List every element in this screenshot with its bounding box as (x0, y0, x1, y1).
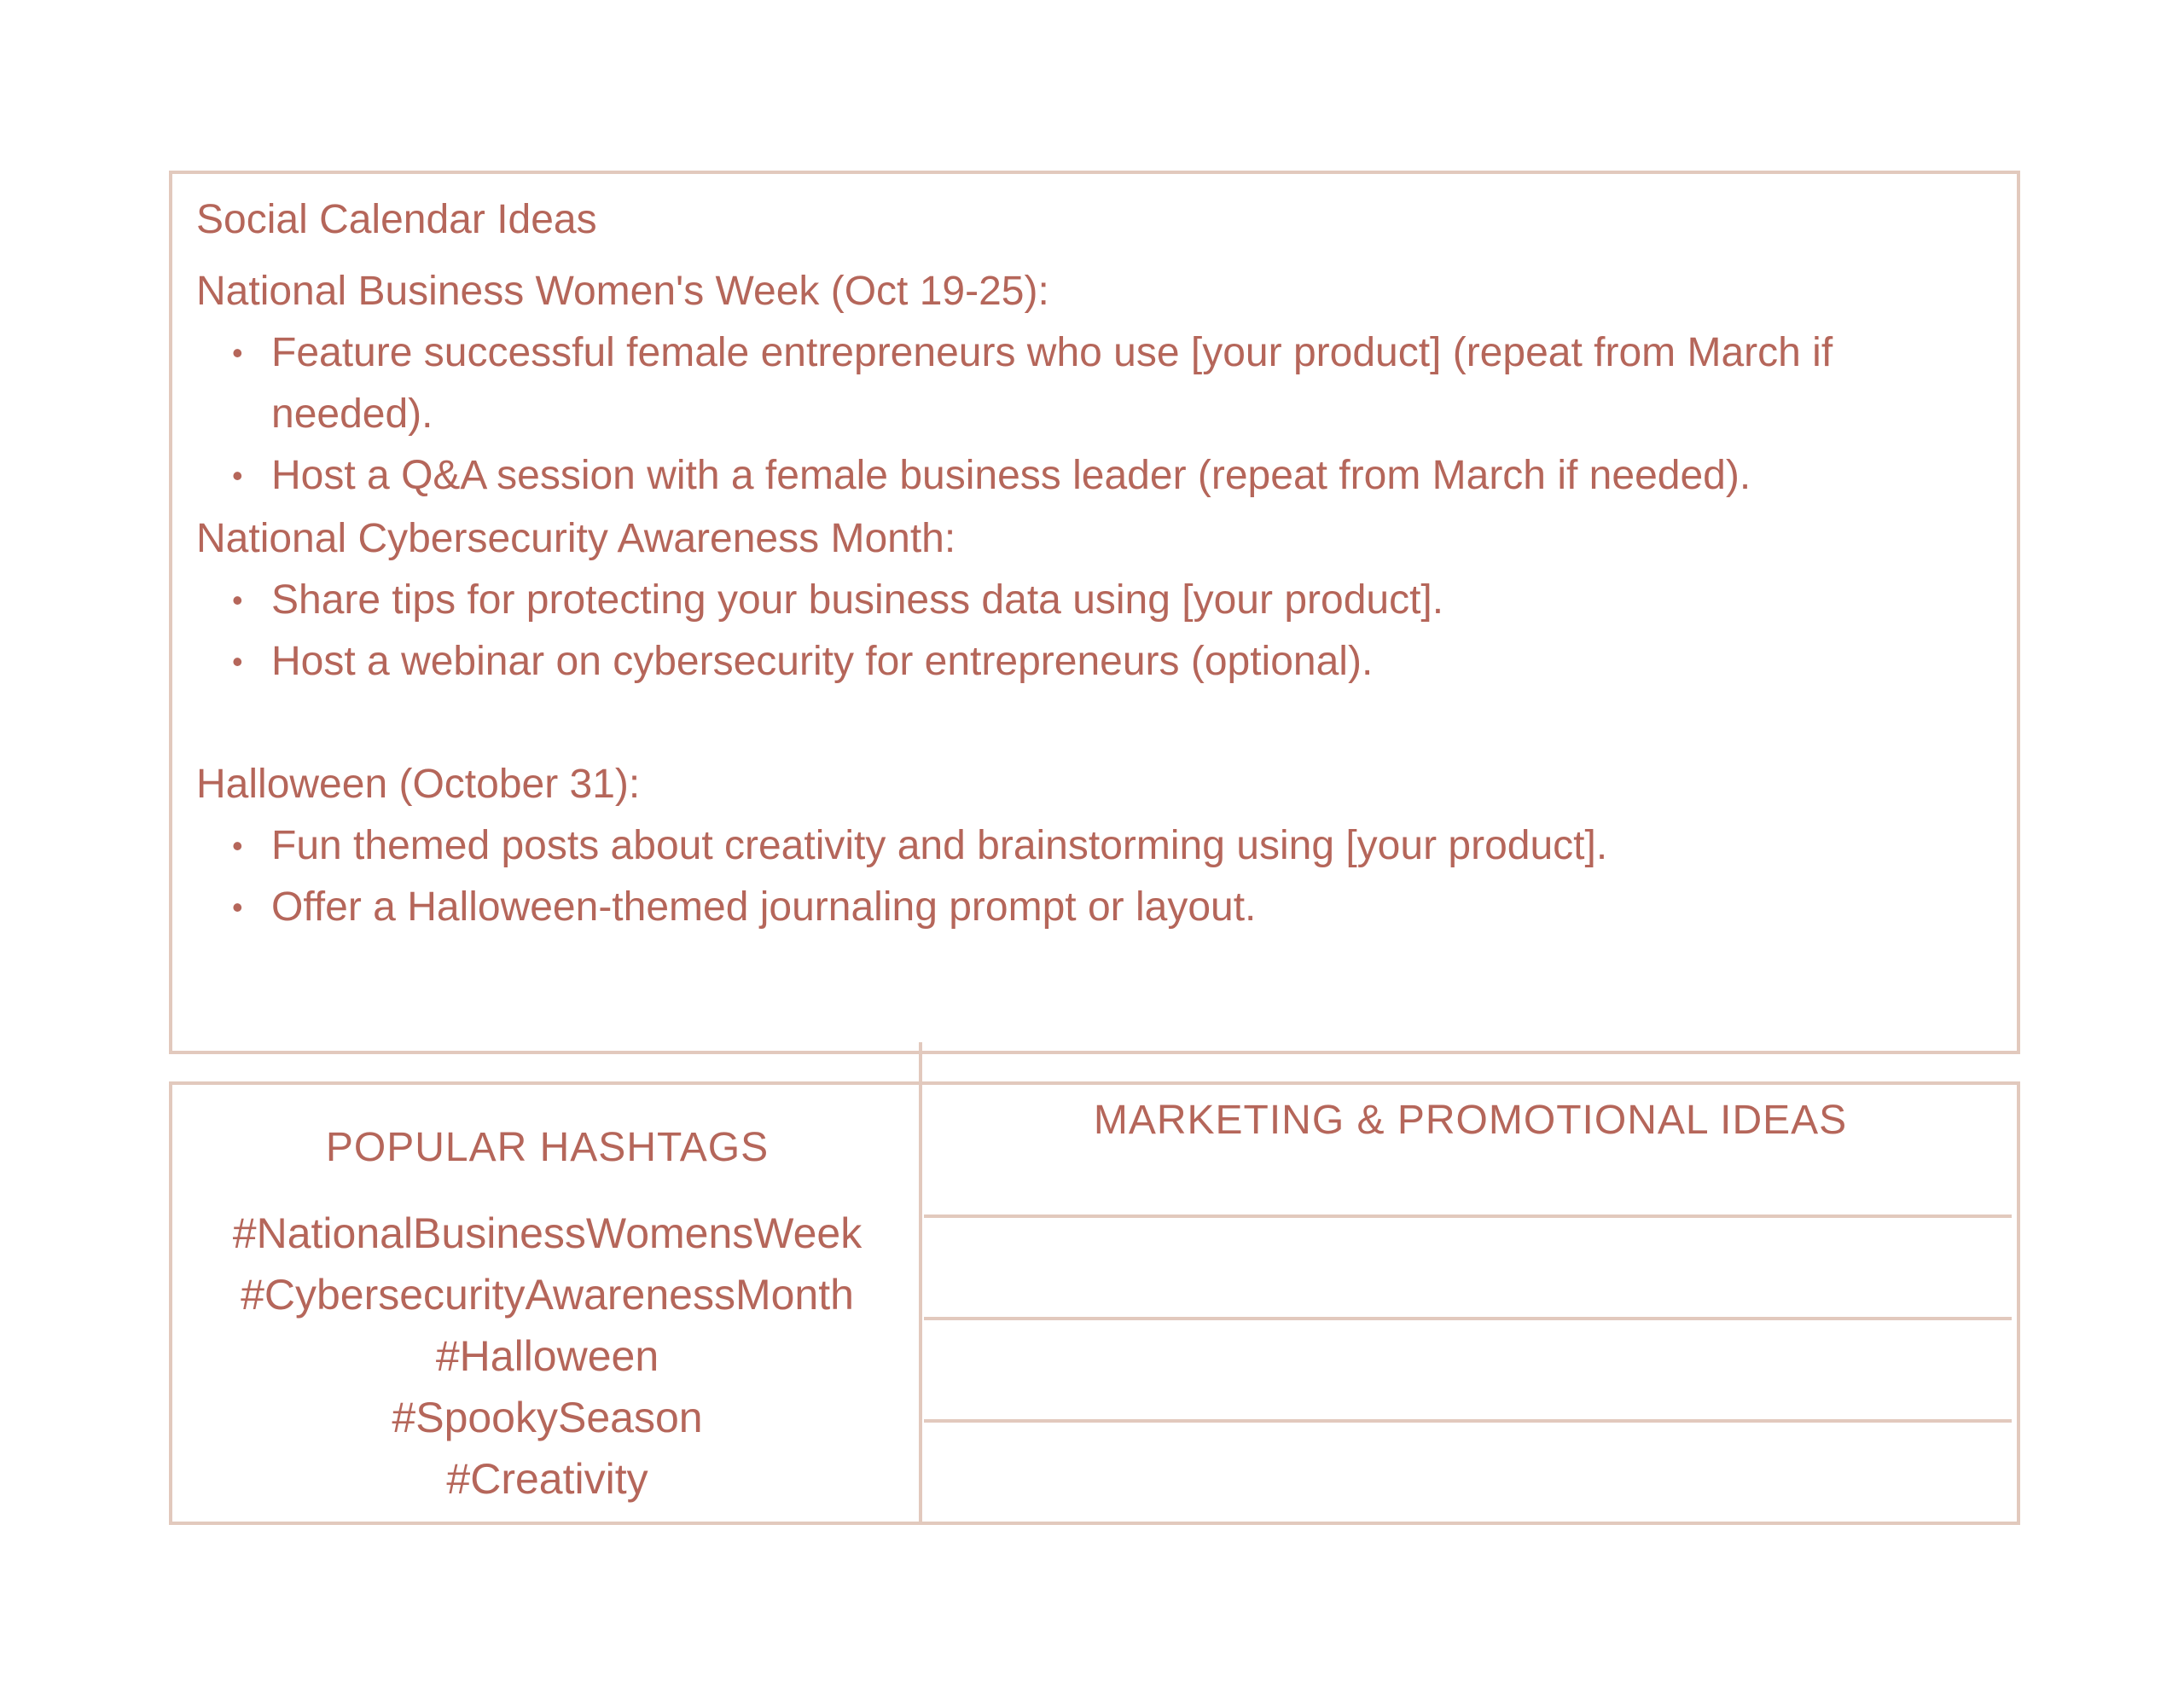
event-bullets (196, 815, 2005, 938)
event-title: National Cybersecurity Awareness Month: (196, 516, 956, 561)
bullet-dot-icon: • (232, 644, 243, 679)
bottom-table (169, 1081, 2020, 1525)
bullet-text: Fun themed posts about creativity and brainstorming using [your product]. (271, 823, 1608, 868)
hashtag-item: #SpookySeason (392, 1394, 703, 1441)
event-bullets (196, 570, 2005, 693)
bullet-item (196, 631, 2005, 693)
bullet-dot-icon: • (232, 458, 243, 493)
event-bullets (196, 322, 2005, 507)
hashtags-title: POPULAR HASHTAGS (325, 1125, 770, 1170)
event-business-womens-week (196, 261, 2005, 507)
event-cybersecurity-month (196, 508, 2005, 693)
bullet-text: Host a webinar on cybersecurity for entrepreneurs (optional). (271, 639, 1374, 684)
section-heading: Social Calendar Ideas (196, 197, 597, 242)
event-title: Halloween (October 31): (196, 762, 641, 807)
bullet-item (196, 877, 2005, 938)
bullet-dot-icon: • (232, 890, 243, 925)
event-halloween (196, 754, 2005, 938)
writing-line (924, 1215, 2012, 1218)
writing-line (924, 1317, 2012, 1320)
social-calendar-box (169, 171, 2020, 1054)
bullet-dot-icon: • (232, 335, 243, 370)
hashtag-item: #NationalBusinessWomensWeek (232, 1209, 863, 1257)
popular-hashtags-column (172, 1085, 922, 1522)
bullet-dot-icon: • (232, 828, 243, 863)
bullet-item (196, 815, 2005, 877)
marketing-title: MARKETING & PROMOTIONAL IDEAS (1093, 1098, 1848, 1143)
bullet-text: Host a Q&A session with a female business leader (repeat from March if needed). (271, 453, 1751, 498)
bullet-text: Share tips for protecting your business data using [your product]. (271, 577, 1444, 623)
bullet-text: Offer a Halloween-themed journaling prompt or layout. (271, 884, 1257, 930)
bullet-item (196, 445, 2005, 507)
hashtag-item: #CybersecurityAwarenessMonth (241, 1271, 854, 1319)
bullet-dot-icon: • (232, 583, 243, 617)
event-title: National Business Women's Week (Oct 19-25): (196, 269, 1049, 314)
hashtag-item: #Halloween (435, 1332, 659, 1380)
marketing-ideas-column (924, 1085, 2017, 1522)
bullet-item (196, 322, 2005, 445)
writing-line (924, 1419, 2012, 1423)
bullet-item (196, 570, 2005, 631)
bullet-text: Feature successful female entrepreneurs who use [your product] (repeat from March if needed). (271, 330, 1833, 437)
hashtag-list (172, 1203, 922, 1510)
hashtag-item: #Creativity (446, 1455, 648, 1503)
